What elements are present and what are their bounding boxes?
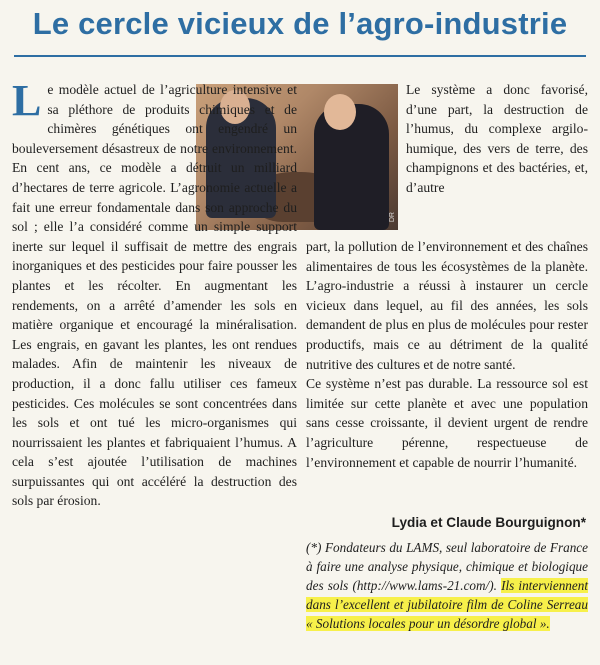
- right-paragraph-1-top: Le système a donc favorisé, d’une part, la destruction de l’humus, du complexe argilo-humique, des vers de terre, des champignons et des bactéries, et, d’autre: [406, 82, 588, 195]
- footnote-highlight: Ils interviennent dans l’excellent et jubilatoire film de Coline Serreau « Solutions locales pour un désordre global ».: [306, 578, 588, 631]
- footnote: [306, 538, 588, 633]
- author-signature: Lydia et Claude Bourguignon*: [391, 515, 586, 530]
- left-column-text: e modèle actuel de l’agriculture intensive et sa pléthore de produits chimiques et de chimères génétiques ont engendré un bouleversement désastreux de notre environnement. En cent ans, ce modèle a détruit un milliard d’hectares de terre agricole. L’agronomie actuelle a fait une erreur fondamentale dans son approche du sol ; elle l’a considéré comme un simple support inerte sur lequel il suffisait de mettre des engrais inorganiques et des pesticides pour faire pousser les plantes et les récolter. En augmentant les rendements, on a arrêté d’amender les sols en matière organique et encouragé la minéralisation. Les engrais, en gavant les plantes, les ont rendues malades. Afin de maintenir les niveaux de production, il a donc fallu utiliser ces fameux pesticides. Ces molécules se sont concentrées dans les sols et ont tué les micro-organismes qui nourrissaient les plantes et fabriquaient l’humus. A cela s’est ajoutée l’utilisation de machines surpuissantes qui ont accéléré la destruction des sols par érosion.: [12, 82, 297, 509]
- drop-cap: L: [12, 76, 42, 125]
- article-title: Le cercle vicieux de l’agro-industrie: [32, 6, 568, 41]
- right-column-top: [406, 80, 588, 198]
- photo-credit: DR: [389, 212, 396, 223]
- right-paragraph-2: Ce système n’est pas durable. La ressource sol est limitée sur cette planète et avec une population sans cesse croissante, il devient urgent de rendre l’agriculture pérenne, respectueuse de l’environnement et capable de nourrir l’humanité.: [306, 376, 588, 470]
- left-column: [12, 76, 297, 511]
- title-rule: [14, 55, 586, 57]
- right-column-bottom: [306, 237, 588, 472]
- right-paragraph-1-bottom: part, la pollution de l’environnement et des chaînes alimentaires de tous les écosystèmes de la planète. L’agro-industrie a réussi à instaurer un cercle vicieux dans lequel, au fil des années, les sols demandent de plus en plus de molécules pour rester productifs, mais ce au détriment de la qualité nutritive des cultures et de notre santé.: [306, 239, 588, 372]
- footnote-text: (*) Fondateurs du LAMS, seul laboratoire de France à faire une analyse physique, chimique et biologique des sols (http://www.lams-21.com/).: [306, 540, 588, 593]
- photo-head-right: [324, 94, 356, 130]
